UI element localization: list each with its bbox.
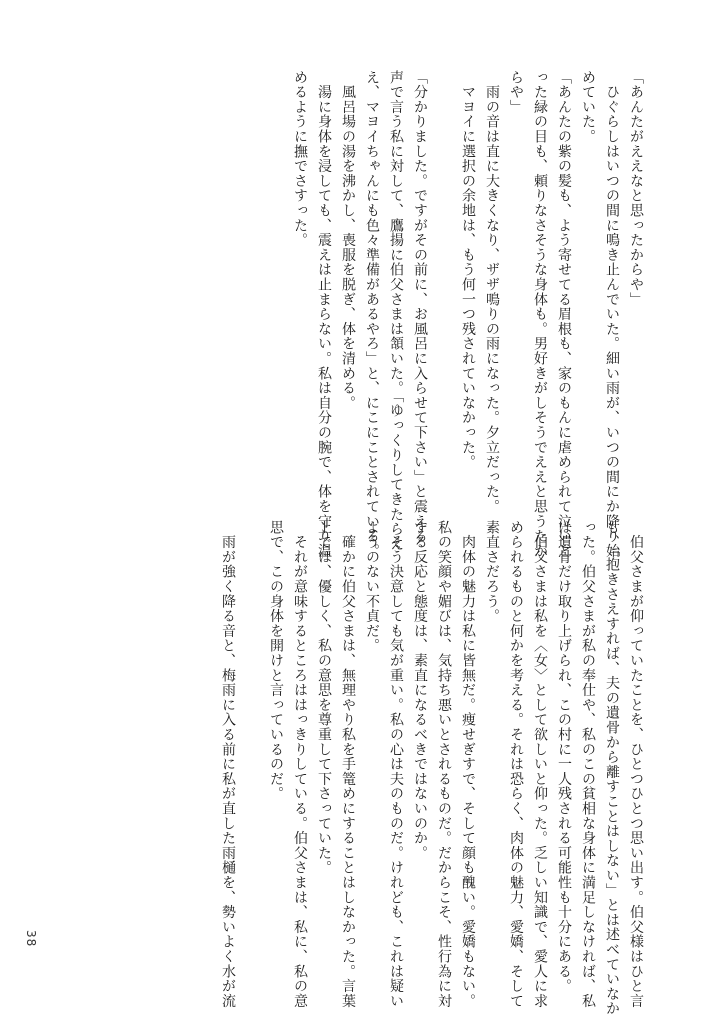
- text-line: った。伯父さまが私の奉仕や、私のこの貧相な身体に満足しなければ、私: [580, 520, 596, 1009]
- text-line: 私の笑顔や媚びは、気持ち悪いとされるものだ。だからこそ、性行為に対: [436, 520, 452, 1009]
- text-line: ひぐらしはいつの間に鳴き止んでいた。細い雨が、いつの間にか降り始: [604, 70, 620, 559]
- text-line: 伯父さまが仰っていたことを、ひとつひとつ思い出す。伯父様はひと言: [628, 520, 644, 1009]
- upper-text-section: [88, 70, 648, 559]
- text-line: 上では、優しく、私の意思を尊重して下さっていた。: [316, 520, 332, 876]
- text-line: 雨の音は直に大きくなり、ザザ鳴りの雨になった。夕立だった。: [484, 70, 500, 514]
- text-line: そう決意しても気が重い。私の心は夫のものだ。けれども、これは疑い: [388, 520, 404, 1009]
- text-line: も、「抱きさえすれば、夫の遺骨から離すことはしない」とは述べていなか: [604, 520, 620, 1017]
- text-line: 思で、この身体を開けと言っているのだ。: [268, 520, 284, 802]
- lower-text-section: [88, 520, 648, 1017]
- text-line: 声で言う私に対して、鷹揚に伯父さまは頷いた。「ゆっくりしてきたらえ: [388, 70, 404, 552]
- blank-line: [432, 70, 456, 490]
- text-line: 素直さだろう。: [484, 520, 500, 624]
- text-line: え、マヨイちゃんにも色々準備があるやろ」と、にこにことされている。: [364, 70, 380, 559]
- text-line: 「分かりました。ですがその前に、お風呂に入らせて下さい」と震える: [412, 70, 428, 544]
- text-line: らや」: [508, 70, 524, 115]
- text-line: った緑の目も、頼りなさそうな身体も。男好きがしそうでええと思うたか: [532, 70, 548, 559]
- text-line: められるものと何かを考える。それは恐らく、肉体の魅力、愛嬌、そして: [508, 520, 524, 1009]
- text-line: は遺骨だけ取り上げられ、この村に一人残される可能性も十分にある。: [556, 520, 572, 994]
- text-line: 風呂場の湯を沸かし、喪服を脱ぎ、体を清める。: [340, 70, 356, 411]
- text-line: 伯父さまは私を〈女〉として欲しいと仰った。乏しい知識で、愛人に求: [532, 520, 548, 1009]
- text-line: めるように撫でさすった。: [292, 70, 308, 248]
- blank-line: [240, 520, 264, 960]
- text-line: めていた。: [580, 70, 596, 144]
- text-line: 肉体の魅力は私に皆無だ。痩せぎすで、そして顔も醜い。愛嬌もない。: [460, 520, 476, 1009]
- page-number: 38: [24, 930, 38, 948]
- text-line: 確かに伯父さまは、無理やり私を手篭めにすることはしなかった。言葉: [340, 520, 356, 1009]
- text-line: する反応と態度は、素直になるべきではないのか。: [412, 520, 428, 861]
- text-line: 雨が強く降る音と、梅雨に入る前に私が直した雨樋を、勢いよく水が流: [220, 520, 236, 1009]
- text-line: 湯に身体を浸しても、震えは止まらない。私は自分の腕で、体を守り温: [316, 70, 332, 559]
- text-line: 「あんたの紫の髪も、よう寄せてる眉根も、家のもんに虐められて泣いと: [556, 70, 572, 559]
- text-line: ようのない不貞だ。: [364, 520, 380, 654]
- text-line: 「あんたがええなと思ったからや」: [628, 70, 644, 307]
- text-line: マヨイに選択の余地は、もう何一つ残されていなかった。: [460, 70, 476, 470]
- text-line: それが意味するところははっきりしている。伯父さまは、私に、私の意: [292, 520, 308, 1009]
